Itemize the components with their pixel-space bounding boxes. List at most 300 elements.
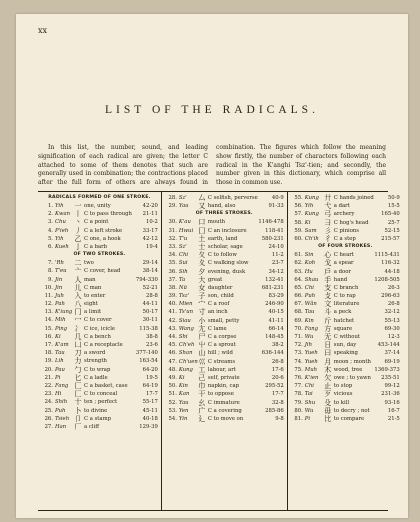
radical-number: 50. [168,383,177,390]
table-column-1 [38,192,162,510]
radical-meaning: to enter [84,292,106,299]
radical-meaning: C to cover [84,317,112,324]
table-column-3 [288,192,403,510]
radical-character: 囗 [198,226,206,235]
radical-sound: Tai [304,391,313,398]
radical-counts: 40-15 [268,309,284,316]
radical-character: 曰 [324,349,332,358]
radical-meaning: great [207,276,223,283]
radical-sound: Puh [304,293,316,300]
radical-counts: 38-14 [142,268,158,275]
radical-sound: Shih [55,399,68,406]
radical-meaning: a cliff [84,423,99,430]
radical-row [165,194,284,202]
radical-sound: Hwui [178,227,194,234]
radical-sound: Sam [304,227,317,234]
radical-sound: Yau [178,399,189,406]
radical-counts: 10-2 [145,219,158,226]
radical-row [165,325,284,333]
radical-counts: 636-144 [261,350,284,357]
radical-counts: 21-11 [142,211,158,218]
radical-counts: 163-54 [139,358,158,365]
radical-character: 无 [324,333,332,341]
radical-character: 厂 [74,422,82,431]
page-title: LIST OF THE RADICALS. [105,104,319,116]
radical-meaning: C cover, head [84,268,121,275]
radical-counts: 23-7 [271,260,284,267]
radical-meaning: C selfish, perverse [207,195,258,201]
radical-counts: 69-30 [384,325,400,332]
radical-sound: Han [55,423,67,430]
radical-meaning: C hands joined [333,195,374,201]
radical-sound: Shan [178,350,193,357]
radical-row [41,333,158,341]
radical-meaning: C to follow [207,252,237,259]
radical-row [291,194,400,202]
radical-row [165,243,284,251]
radical-row [41,227,158,235]
radical-counts: 17-7 [145,391,158,398]
radical-counts: 19-4 [145,243,158,250]
radical-counts: 50-17 [142,309,158,316]
radical-number: 46. [168,350,177,357]
radical-sound: Kung [178,366,193,373]
intro-text [38,144,386,188]
radical-character: 日 [324,341,332,350]
radical-character: 子 [198,292,206,301]
radical-counts: 17-7 [271,391,284,398]
radical-counts: 42-12 [142,235,158,242]
radical-counts: 231-36 [381,391,400,398]
radical-meaning: daughter [207,284,233,291]
radical-counts: 1208-505 [374,276,400,283]
radical-number: 54. [168,415,177,422]
radical-sound: Yueh [304,350,318,357]
radical-counts: 50-9 [387,195,400,201]
radical-character: 月 [324,357,332,366]
radical-row [291,399,400,407]
radical-character: 亠 [74,267,82,276]
radical-number: 13. [44,309,53,316]
radical-row [41,366,158,374]
radical-character: 人 [74,275,82,284]
radical-meaning: moon ; month [333,358,371,365]
radical-row [165,407,284,415]
radical-sound: Ch'ih [304,235,319,242]
radical-meaning: hatchet [333,317,355,324]
radical-meaning: C to conceal [84,391,118,398]
radical-sound: Tsz' [178,293,190,300]
radical-meaning: to divine [84,407,108,414]
page-number: xx [38,26,48,35]
radical-sound: Nü [178,284,187,291]
radical-counts: 52-15 [384,227,400,234]
radical-sound: Jih [304,342,313,349]
radical-counts: 1115-431 [374,252,400,259]
radical-sound: Ch'eh [178,342,195,349]
radical-sound: Ki [55,333,61,340]
radical-meaning: C man [84,284,102,291]
radical-number: 55. [294,195,303,201]
radical-meaning: to stop [333,383,353,390]
radical-counts: 16-7 [387,407,400,414]
radical-sound: Yih [55,203,64,209]
radical-number: 75. [294,366,303,373]
radical-number: 33. [168,243,177,250]
radical-character: 厶 [198,194,206,202]
radical-sound: K'iung [55,309,73,316]
radical-sound: Kin [304,317,314,324]
radical-number: 15. [44,325,53,332]
radical-row [41,349,158,357]
radical-character: 女 [198,283,206,292]
radical-number: 26. [44,415,53,422]
radical-meaning: a limit [84,309,102,316]
radical-number: 43. [168,325,177,332]
radical-counts: 24-10 [268,243,284,250]
radical-sound: P'ieh [55,227,69,234]
radical-counts: 118-41 [265,227,284,234]
radical-row [41,243,158,251]
radical-sound: Sih [178,268,188,275]
radical-meaning: small, petty [207,317,240,324]
radical-meaning: a spear [333,260,354,267]
radical-row [41,374,158,382]
radical-number: 62. [294,260,303,267]
radical-counts: 42-20 [142,203,158,209]
radical-meaning: labour, art [207,366,236,373]
radical-number: 36. [168,268,177,275]
radical-meaning: C hog's head [333,219,369,226]
radical-number: 32. [168,235,177,242]
radical-counts: 25-7 [387,219,400,226]
radical-character: 夂 [198,251,206,260]
radical-row [41,259,158,267]
radical-row [41,407,158,415]
radical-meaning: earth, land [207,235,238,242]
radical-row [291,308,400,316]
radical-character: 丿 [74,226,82,235]
radical-meaning: vicious [333,391,353,398]
radical-number: 58. [294,219,303,226]
radical-character: 廴 [198,414,206,423]
radical-counts: 44-11 [142,301,158,308]
radical-number: 74. [294,358,303,365]
radical-row [41,316,158,324]
radicals-table [38,191,400,511]
radical-sound: Shau [304,276,319,283]
radical-row [41,415,158,423]
radical-row [291,202,400,210]
radical-number: 39. [168,293,177,300]
radical-meaning: literature [333,301,360,308]
radical-row [291,382,400,390]
radical-meaning: to compare [333,415,365,422]
radical-counts: 20-6 [271,374,284,381]
radical-sound: Kin [178,383,188,390]
radical-row [41,267,158,275]
radical-number: 56. [294,203,303,210]
radical-character: 尸 [198,333,206,341]
radical-sound: Sz' [178,195,187,201]
radical-number: 44. [168,334,177,340]
radical-character: 亅 [74,242,82,251]
radical-counts: 26-8 [271,358,284,365]
radical-number: 6. [47,243,53,250]
radical-meaning: C an inclosure [207,227,247,234]
radical-sound: Sin [304,252,314,259]
radical-number: 30. [168,219,177,226]
radical-sound: Shu [304,399,316,406]
radical-meaning: wood, tree [333,366,363,373]
radical-sound: Ts'un [178,309,194,316]
radical-character: 乙 [74,234,82,243]
radical-counts: 52-21 [142,284,158,291]
radical-character: 寸 [198,308,206,317]
radical-sound: Wu [304,334,314,340]
radical-sound: Wang [178,325,194,332]
radical-character: 歹 [324,390,332,399]
radical-counts: 129-39 [139,423,158,430]
radical-meaning: C without [333,334,361,340]
radical-meaning: a dart [333,203,350,210]
radical-character: 入 [74,291,82,300]
radical-number: 29. [168,203,177,210]
radical-counts: 580-231 [261,235,284,242]
radical-meaning: scholar, sage [207,243,243,250]
radical-meaning: C a sprout [207,342,236,349]
radical-counts: 132-41 [265,276,284,283]
radical-number: 2. [47,211,53,218]
radical-row [165,358,284,366]
radical-counts: 83-29 [268,293,284,300]
radical-counts: 235-51 [381,374,400,381]
radical-number: 67. [294,301,303,308]
radical-row [165,218,284,226]
radical-sound: Jin [55,276,63,283]
radical-counts: 377-140 [135,350,158,357]
radical-character: 支 [324,283,332,292]
radical-counts: 64-19 [142,382,158,389]
radical-sound: Pah [55,301,65,308]
radical-row [41,292,158,300]
radical-character: 力 [74,357,82,366]
radical-number: 4. [47,227,53,234]
radical-number: 72. [294,342,303,349]
radical-character: 尢 [198,324,206,333]
radical-row [165,259,284,267]
radical-row [291,317,400,325]
radical-number: 66. [294,293,303,300]
radical-number: 63. [294,268,303,275]
radical-character: 夊 [198,259,206,268]
radical-character: 匸 [74,390,82,399]
radical-row [41,382,158,390]
radical-character: 匕 [74,373,82,382]
section-heading: OF THREE STROKES. [195,211,253,217]
radical-sound: Kan [178,391,190,398]
radical-counts: 91-33 [268,203,284,210]
radical-number: 17. [44,342,53,348]
radical-row [291,251,400,259]
radical-row [165,366,284,374]
radical-row [291,366,400,374]
radical-number: 3. [47,219,53,226]
radical-meaning: C branch [333,284,359,291]
radical-counts: 55-17 [142,399,158,406]
radical-row [41,357,158,365]
radical-counts: 26-8 [387,301,400,308]
radical-counts: 99-12 [384,383,400,390]
radical-sound: Puh [55,407,66,414]
radical-sound: Sz' [178,243,187,250]
radical-meaning: C a ladle [84,374,108,381]
radical-meaning: sun, day [333,342,357,349]
radical-meaning: son, child [207,293,234,300]
radical-meaning: C a receptacle [84,342,123,348]
radical-number: 47. [168,358,177,365]
radical-number: 28. [168,195,177,201]
radical-character: 屮 [198,341,206,350]
radical-character: 十 [74,398,82,407]
radical-row [41,341,158,349]
radical-sound: Ping [55,325,68,332]
radical-character: 彳 [324,234,332,243]
radical-character: 斗 [324,308,332,317]
radical-row [41,423,158,431]
section-heading: OF FOUR STROKES. [318,244,373,250]
radical-row [41,284,158,292]
radical-sound: Chi [304,284,314,291]
radical-row [165,317,284,325]
radical-meaning: hand, also [207,203,236,210]
radical-character: 工 [198,365,206,374]
radical-row [165,390,284,398]
radical-meaning: speaking [333,350,358,357]
radical-counts: 41-11 [268,317,284,324]
radical-meaning: C to rap [333,293,356,300]
radical-character: 彡 [324,226,332,235]
radical-sound: Chu [55,219,66,226]
radical-number: 19. [44,358,53,365]
radical-number: 22. [44,382,53,389]
radical-meaning: to decry ; not [333,407,370,414]
radical-meaning: a peck [333,309,352,316]
radical-counts: 17-6 [271,366,284,373]
radical-number: 81. [294,415,303,422]
radical-character: 戈 [324,259,332,268]
radical-row [291,407,400,415]
radical-character: 儿 [74,283,82,292]
radical-counts: 681-231 [261,284,284,291]
radical-character: 弓 [324,210,332,219]
radical-sound: Muh [304,366,318,373]
radical-counts: 69-19 [384,358,400,365]
radical-meaning: mouth [207,219,226,226]
radical-character: 冖 [74,316,82,325]
radical-number: 70. [294,325,303,332]
radical-meaning: C a step [333,235,356,242]
radical-row [291,415,400,423]
radical-row [165,415,284,423]
radical-number: 40. [168,301,177,308]
radical-number: 71. [294,334,303,340]
radical-row [41,390,158,398]
radical-sound: Mien [178,301,193,308]
radical-row [41,398,158,406]
radical-character: 欠 [324,373,332,382]
radical-counts: 11-2 [271,252,284,259]
radical-character: 木 [324,365,332,374]
radical-sound: Ki [304,219,311,226]
radical-meaning: owe ; to yawn [333,374,371,381]
radical-sound: T'eu [55,268,67,275]
radical-row [165,251,284,259]
radical-number: 60. [294,235,303,242]
radical-row [165,284,284,292]
radical-sound: Hi [55,391,62,398]
radical-counts: 12-3 [387,334,400,340]
radical-row [41,218,158,226]
radical-character: 几 [74,332,82,341]
radical-row [165,227,284,235]
radical-number: 9. [47,276,53,283]
radical-row [41,276,158,284]
radical-character: 卜 [74,406,82,415]
radical-meaning: C to move on [207,415,244,422]
radical-counts: 296-63 [381,293,400,300]
radical-character: 凵 [74,341,82,349]
radical-number: 48. [168,366,177,373]
radical-meaning: to kill [333,399,350,406]
radical-counts: 32-8 [271,399,284,406]
radical-character: 心 [324,251,332,260]
radical-row [165,235,284,243]
radical-counts: 33-17 [142,227,158,234]
radical-row [41,325,158,333]
radical-meaning: C a point [84,219,109,226]
radical-number: 8. [47,268,53,275]
radical-meaning: C a covering [207,407,242,414]
radical-counts: 26-3 [387,284,400,291]
radical-character: 山 [198,349,206,358]
radical-counts: 64-20 [142,366,158,373]
radical-character: 斤 [324,316,332,325]
radical-sound: Yen [178,407,189,414]
radical-counts: 32-12 [384,309,400,316]
radical-number: 10. [44,284,53,291]
radical-sound: Kung [304,211,319,218]
radical-row [291,268,400,276]
radical-row [165,341,284,349]
radical-counts: 246-90 [265,301,284,308]
radical-meaning: C a stamp [84,415,111,422]
radical-number: 77. [294,383,303,390]
radical-character: 攴 [324,292,332,301]
radical-meaning: napkin, cap [207,383,240,390]
radical-number: 35. [168,260,177,267]
radical-character: 士 [198,242,206,251]
radical-meaning: C to wrap [84,366,111,373]
radical-row [41,235,158,243]
radical-character: 止 [324,382,332,391]
radical-sound: Wăn [304,301,317,308]
radical-counts: 285-86 [265,407,284,414]
radical-counts: 40-18 [142,415,158,422]
radical-sound: Kung [304,195,319,201]
radical-character: 卩 [74,414,82,423]
radical-counts: 30-11 [142,317,158,324]
